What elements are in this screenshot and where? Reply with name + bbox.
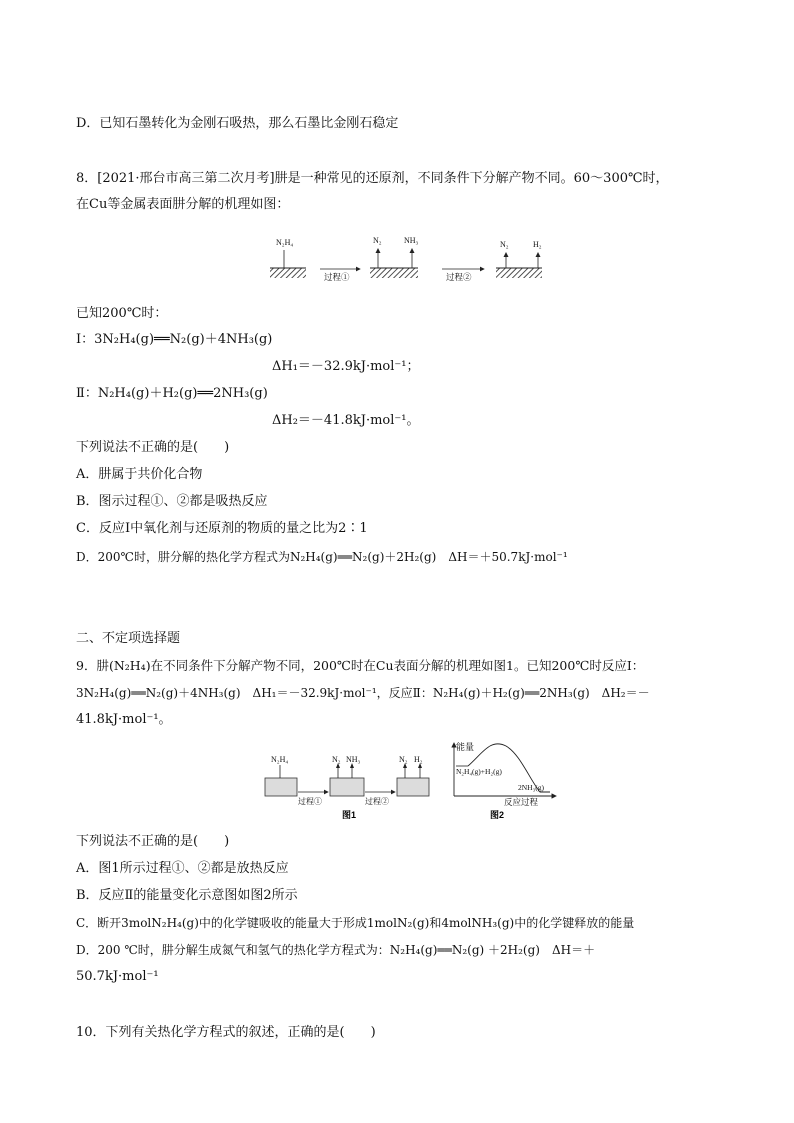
q9-option-c: C．断开3molN₂H₄(g)中的化学键吸收的能量大于形成1molN₂(g)和4molNH₃(g)中的化学键释放的能量 [76,916,635,930]
q8-option-a: A．肼属于共价化合物 [76,467,203,482]
q10-stem: 10．下列有关热化学方程式的叙述，正确的是( ) [76,1025,376,1040]
q9-fig1-process-2: 过程② [365,797,389,806]
q8-surface-3 [496,240,542,278]
q9-fig1-species-5: H₂ [414,755,423,764]
q8-option-d: D．200℃时，肼分解的热化学方程式为N₂H₄(g)══N₂(g)＋2H₂(g) ΔH＝＋50.7kJ·mol⁻¹ [76,550,568,564]
q8-surface-2 [370,236,419,278]
q8-r1-equation: 3N₂H₄(g)══N₂(g)＋4NH₃(g) [94,332,273,347]
q9-fig1-species-2: N₂ [332,755,341,764]
q8-option-b: B．图示过程①、②都是吸热反应 [76,494,268,509]
q8-mechanism-diagram [262,228,552,290]
q9-fig2-product: 2NH₃(g) [518,783,544,792]
q8-species-4: N₂ [500,240,509,249]
q7-option-d: D．已知石墨转化为金刚石吸热，那么石墨比金刚石稳定 [76,116,399,131]
q8-r2-enthalpy: ΔH₂＝－41.8kJ·mol⁻¹。 [272,413,420,428]
q8-surface-1 [270,238,306,278]
q9-fig1-species-1: N₂H₄ [271,755,289,764]
q9-option-b: B．反应Ⅱ的能量变化示意图如图2所示 [76,888,298,903]
q9-fig2-ylabel: 能量 [456,742,475,752]
q9-figure-2 [448,740,560,820]
q9-fig1-process-1: 过程① [298,797,322,806]
q9-stem-line2: 3N₂H₄(g)══N₂(g)＋4NH₃(g) ΔH₁＝－32.9kJ·mol⁻¹，反应Ⅱ：N₂H₄(g)＋H₂(g)══2NH₃(g) ΔH₂＝－ [76,686,650,700]
q9-figure-1 [262,752,437,820]
q8-r2-equation: N₂H₄(g)＋H₂(g)══2NH₃(g) [97,386,268,401]
q9-stem-line1: 9．肼(N₂H₄)在不同条件下分解产物不同，200℃时在Cu表面分解的机理如图1。已知200℃时反应Ⅰ： [76,658,645,673]
q8-species-2: N₂ [373,236,382,245]
q9-fig2-xlabel: 反应过程 [504,797,539,807]
q9-fig1-caption: 图1 [342,810,357,820]
q8-species-3: NH₃ [404,236,419,245]
q8-r1-label: Ⅰ： [76,332,95,347]
q9-ask: 下列说法不正确的是( ) [76,834,230,849]
section-2-title: 二、不定项选择题 [76,631,181,646]
q8-species-1: N₂H₄ [276,238,294,247]
q8-process-2: 过程② [446,272,472,282]
q9-fig2-reactant: N₂H₄(g)+H₂(g) [456,767,502,776]
q9-option-d-line2: 50.7kJ·mol⁻¹ [76,969,159,984]
q8-reaction-2 [76,385,268,403]
q9-fig1-species-4: N₂ [399,755,408,764]
q8-process-1: 过程① [324,272,350,282]
q8-stem-line2: 在Cu等金属表面肼分解的机理如图： [76,197,290,212]
q9-fig1-species-3: NH₃ [346,755,361,764]
q8-species-5: H₂ [533,240,542,249]
q9-option-a: A．图1所示过程①、②都是放热反应 [76,861,289,876]
q8-reaction-1 [76,331,272,349]
q9-option-d-line1: D．200 ℃时，肼分解生成氮气和氢气的热化学方程式为：N₂H₄(g)══N₂(g) ＋2H₂(g) ΔH＝＋ [76,943,596,957]
q8-stem-line1: 8．[2021·邢台市高三第二次月考]肼是一种常见的还原剂，不同条件下分解产物不同。60～300℃时， [76,171,669,186]
q8-r1-enthalpy: ΔH₁＝－32.9kJ·mol⁻¹； [272,359,420,374]
q8-known: 已知200℃时： [76,306,168,321]
q9-fig2-caption: 图2 [490,810,505,820]
q9-stem-line3: 41.8kJ·mol⁻¹。 [76,712,172,727]
q8-r2-label: Ⅱ： [76,386,98,401]
q8-option-c: C．反应Ⅰ中氧化剂与还原剂的物质的量之比为2∶1 [76,521,368,536]
q8-ask: 下列说法不正确的是( ) [76,440,230,455]
